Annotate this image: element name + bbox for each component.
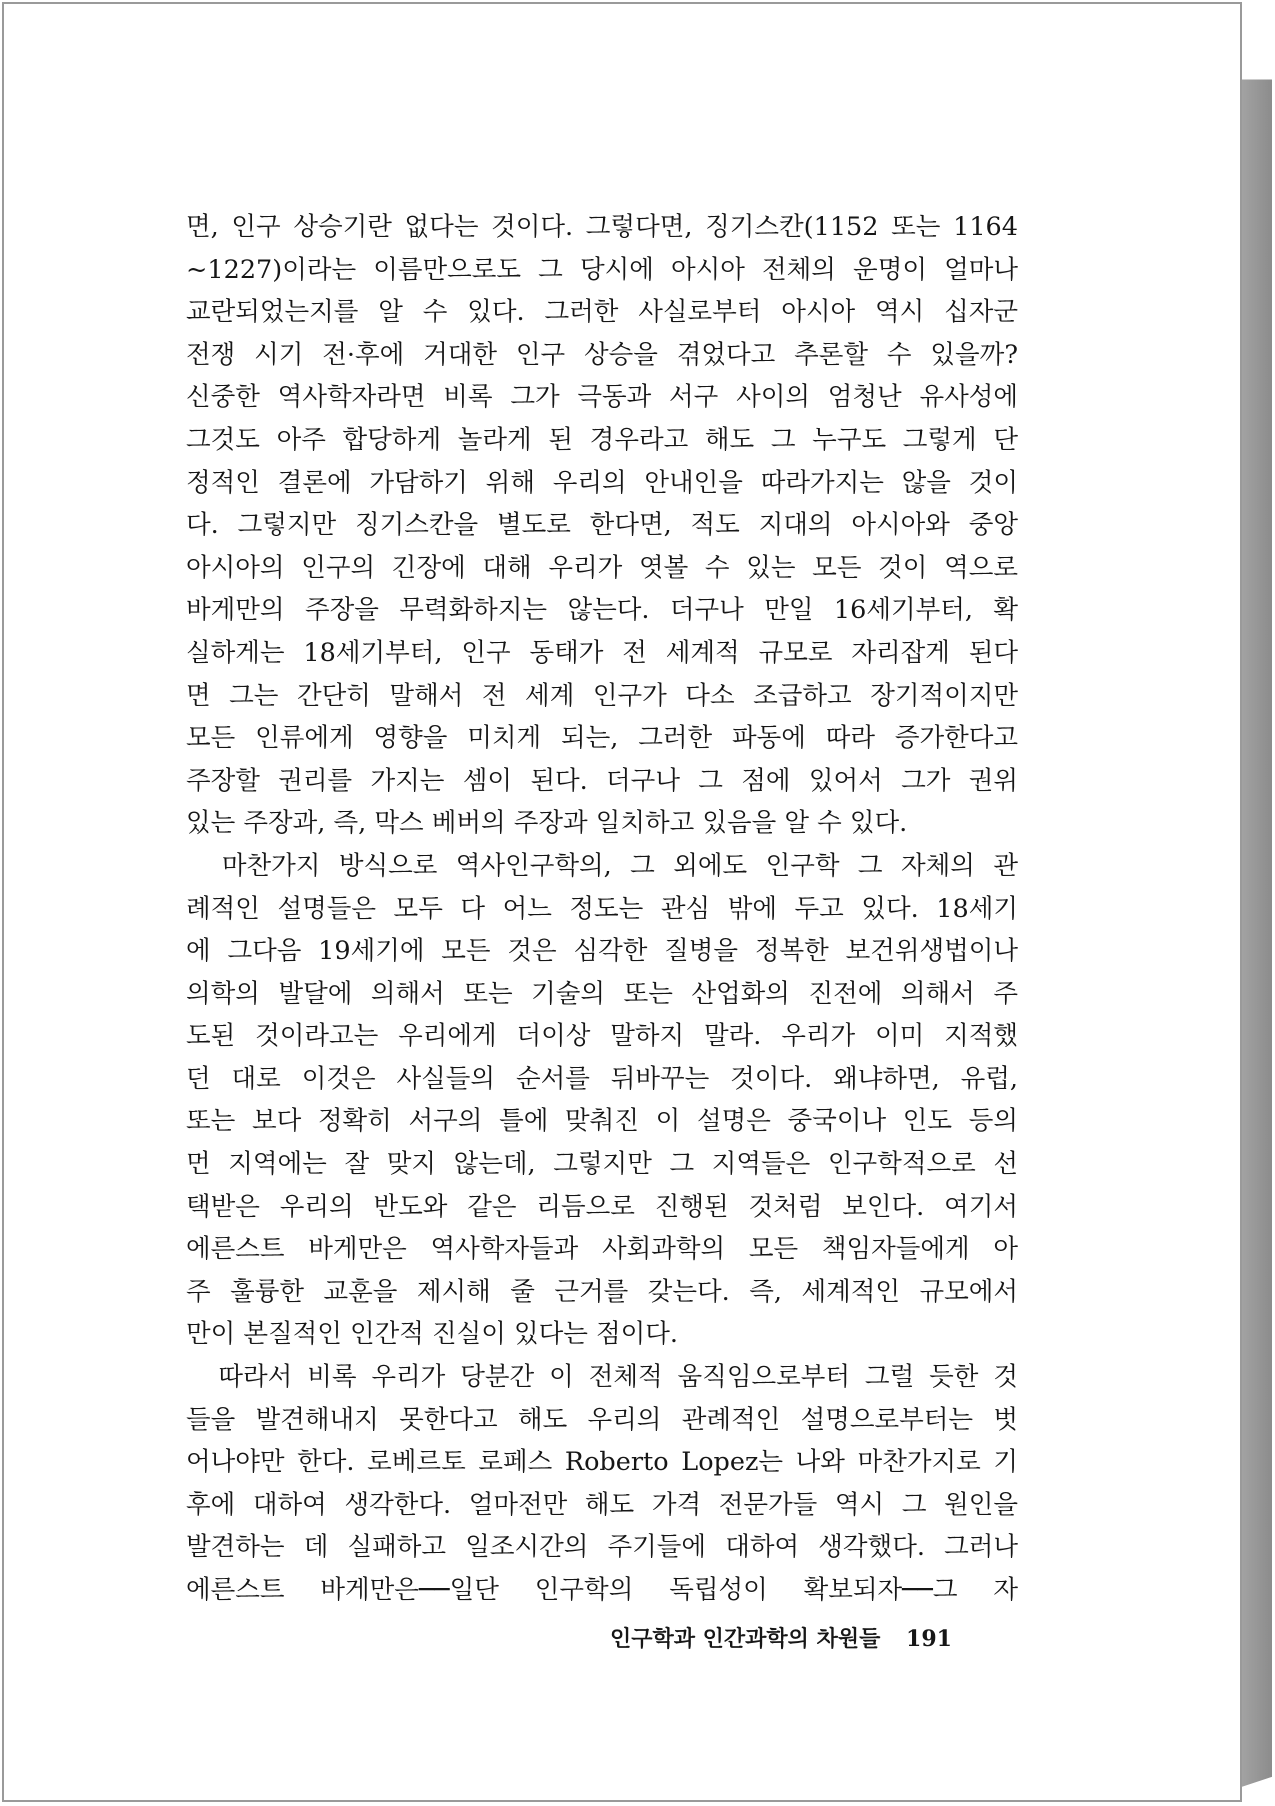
text-line: 어나야만 한다. 로베르토 로페스 Roberto Lopez는 나와 마찬가지로 기 [186,1447,1018,1478]
text-line: 바게만의 주장을 무력화하지는 않는다. 더구나 만일 16세기부터, 확 [186,595,1018,626]
text-line: 의학의 발달에 의해서 또는 기술의 또는 산업화의 진전에 의해서 주 [186,978,1018,1009]
text-line: 주장할 권리를 가지는 셈이 된다. 더구나 그 점에 있어서 그가 권위 [186,765,1018,796]
body-text [186,206,1018,1612]
text-line: 례적인 설명들은 모두 다 어느 정도는 관심 밖에 두고 있다. 18세기 [186,893,1018,924]
text-line: 던 대로 이것은 사실들의 순서를 뒤바꾸는 것이다. 왜냐하면, 유럽, [186,1063,1018,1094]
text-line: 면 그는 간단히 말해서 전 세계 인구가 다소 조급하고 장기적이지만 [186,680,1018,711]
text-line: 후에 대하여 생각한다. 얼마전만 해도 가격 전문가들 역시 그 원인을 [186,1489,1018,1520]
text-line: 아시아의 인구의 긴장에 대해 우리가 엿볼 수 있는 모든 것이 역으로 [186,552,1018,583]
text-line: 들을 발견해내지 못한다고 해도 우리의 관례적인 설명으로부터는 벗 [186,1404,1018,1435]
text-line: 그것도 아주 합당하게 놀라게 된 경우라고 해도 그 누구도 그렇게 단 [186,424,1018,455]
text-line: 만이 본질적인 인간적 진실이 있다는 점이다. [186,1319,679,1350]
text-line: 먼 지역에는 잘 맞지 않는데, 그렇지만 그 지역들은 인구학적으로 선 [186,1149,1018,1180]
text-line: 마찬가지 방식으로 역사인구학의, 그 외에도 인구학 그 자체의 관 [186,850,1018,881]
text-line: 에른스트 바게만은──일단 인구학의 독립성이 확보되자──그 자 [186,1575,1018,1605]
text-line: 다. 그렇지만 징기스칸을 별도로 한다면, 적도 지대의 아시아와 중앙 [186,510,1018,541]
text-line: 에 그다음 19세기에 모든 것은 심각한 질병을 정복한 보건위생법이나 [186,936,1018,967]
text-line: 있는 주장과, 즉, 막스 베버의 주장과 일치하고 있음을 알 수 있다. [186,808,908,839]
running-title: 인구학과 인간과학의 차원들 [610,1626,881,1652]
text-line: 교란되었는지를 알 수 있다. 그러한 사실로부터 아시아 역시 십자군 [186,297,1018,328]
page-number: 191 [906,1626,952,1652]
text-line: 택받은 우리의 반도와 같은 리듬으로 진행된 것처럼 보인다. 여기서 [186,1191,1018,1222]
text-line: 전쟁 시기 전·후에 거대한 인구 상승을 겪었다고 추론할 수 있을까? [186,339,1018,370]
text-line: 정적인 결론에 가담하기 위해 우리의 안내인을 따라가지는 않을 것이 [186,467,1018,498]
text-line: 에른스트 바게만은 역사학자들과 사회과학의 모든 책임자들에게 아 [186,1234,1018,1265]
text-line: 주 훌륭한 교훈을 제시해 줄 근거를 갖는다. 즉, 세계적인 규모에서 [186,1276,1018,1307]
text-line: 신중한 역사학자라면 비록 그가 극동과 서구 사이의 엄청난 유사성에 [186,382,1018,413]
running-footer [610,1622,1030,1653]
text-line: 도된 것이라고는 우리에게 더이상 말하지 말라. 우리가 이미 지적했 [186,1021,1018,1052]
text-line: 또는 보다 정확히 서구의 틀에 맞춰진 이 설명은 중국이나 인도 등의 [186,1106,1018,1137]
text-line: ~1227)이라는 이름만으로도 그 당시에 아시아 전체의 운명이 얼마나 [186,254,1018,285]
text-line: 모든 인류에게 영향을 미치게 되는, 그러한 파동에 따라 증가한다고 [186,723,1018,754]
text-line: 따라서 비록 우리가 당분간 이 전체적 움직임으로부터 그럴 듯한 것 [186,1362,1018,1393]
text-line: 면, 인구 상승기란 없다는 것이다. 그렇다면, 징기스칸(1152 또는 1164 [186,212,1018,242]
text-line: 발견하는 데 실패하고 일조시간의 주기들에 대하여 생각했다. 그러나 [186,1532,1018,1563]
text-line: 실하게는 18세기부터, 인구 동태가 전 세계적 규모로 자리잡게 된다 [186,637,1018,668]
